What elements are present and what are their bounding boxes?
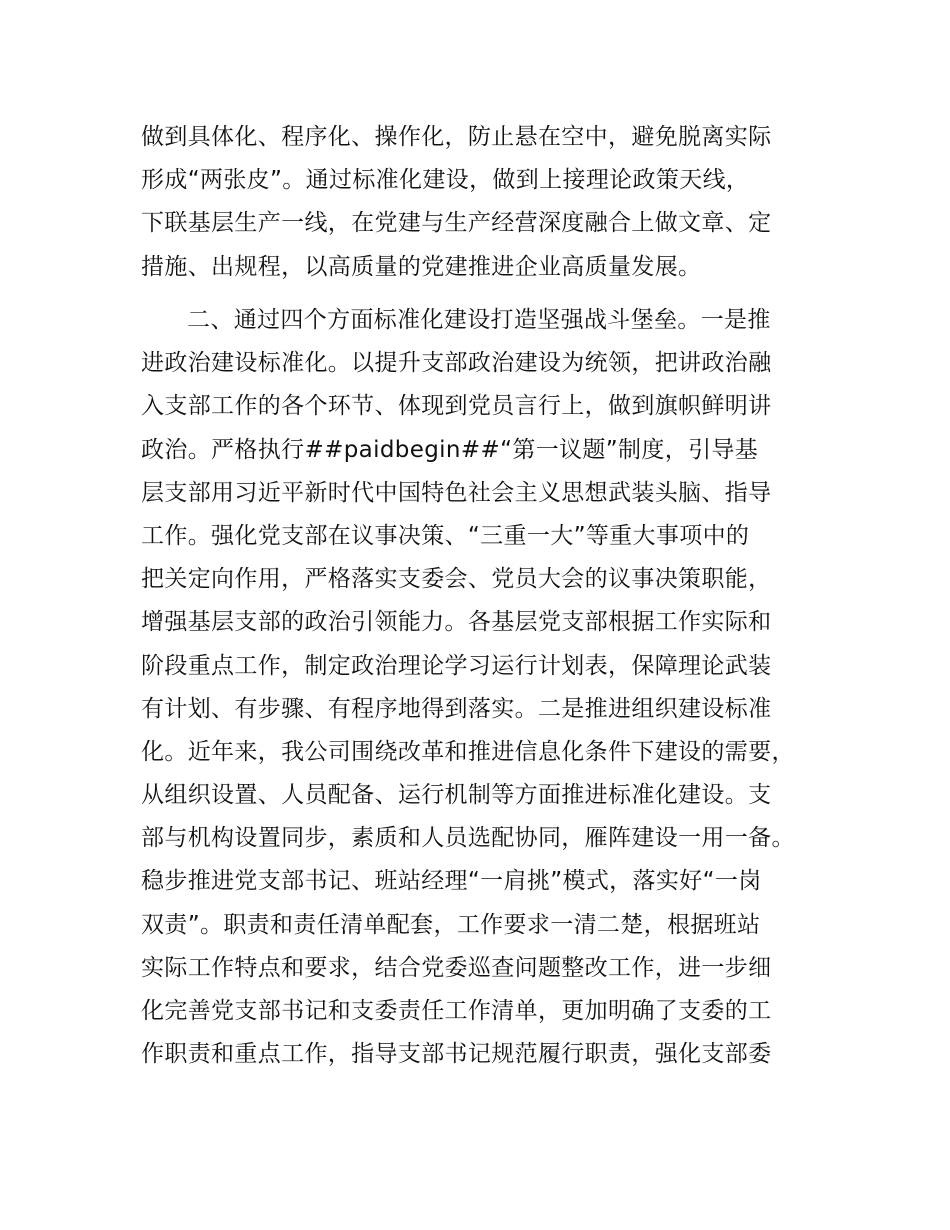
- text-line: 层支部用习近平新时代中国特色社会主义思想武装头脑、指导: [141, 479, 772, 506]
- text-line: 把关定向作用，严格落实支委会、党员大会的议事决策职能，: [141, 566, 772, 593]
- text-line: 化。近年来，我公司围绕改革和推进信息化条件下建设的需要，: [141, 738, 795, 765]
- text-line: 形成“两张皮”。通过标准化建设，做到上接理论政策天线，: [141, 167, 750, 194]
- text-line: 工作。强化党支部在议事决策、“三重一大”等重大事项中的: [141, 522, 750, 549]
- text-line: 实际工作特点和要求，结合党委巡查问题整改工作，进一步细: [141, 954, 772, 981]
- text-line: 进政治建设标准化。以提升支部政治建设为统领，把讲政治融: [141, 350, 772, 377]
- text-line: 稳步推进党支部书记、班站经理“一肩挑”模式，落实好“一岗: [141, 868, 762, 895]
- text-line: 有计划、有步骤、有程序地得到落实。二是推进组织建设标准: [141, 695, 772, 722]
- paragraph-2: [141, 299, 841, 1076]
- text-line: 从组织设置、人员配备、运行机制等方面推进标准化建设。支: [141, 782, 772, 809]
- text-line: 增强基层支部的政治引领能力。各基层党支部根据工作实际和: [141, 609, 772, 636]
- text-line: 化完善党支部书记和支委责任工作清单，更加明确了支委的工: [141, 998, 772, 1024]
- text-line: 阶段重点工作，制定政治理论学习运行计划表，保障理论武装: [141, 652, 772, 679]
- text-line: 二、通过四个方面标准化建设打造坚强战斗堡垒。一是推: [187, 307, 771, 333]
- text-line: 双责”。职责和责任清单配套，工作要求一清二楚，根据班站: [141, 911, 761, 938]
- text-line: 下联基层生产一线，在党建与生产经营深度融合上做文章、定: [141, 210, 772, 237]
- paragraph-1: [141, 116, 841, 289]
- text-line: 作职责和重点工作，指导支部书记规范履行职责，强化支部委: [141, 1041, 772, 1068]
- text-line: 措施、出规程，以高质量的党建推进企业高质量发展。: [141, 253, 702, 280]
- text-line: 入支部工作的各个环节、体现到党员言行上，做到旗帜鲜明讲: [141, 393, 772, 420]
- text-line: 部与机构设置同步，素质和人员选配协同，雁阵建设一用一备。: [141, 825, 795, 852]
- text-line: 政治。严格执行##paidbegin##“第一议题”制度，引导基: [141, 436, 759, 463]
- text-line: 做到具体化、程序化、操作化，防止悬在空中，避免脱离实际: [141, 124, 772, 150]
